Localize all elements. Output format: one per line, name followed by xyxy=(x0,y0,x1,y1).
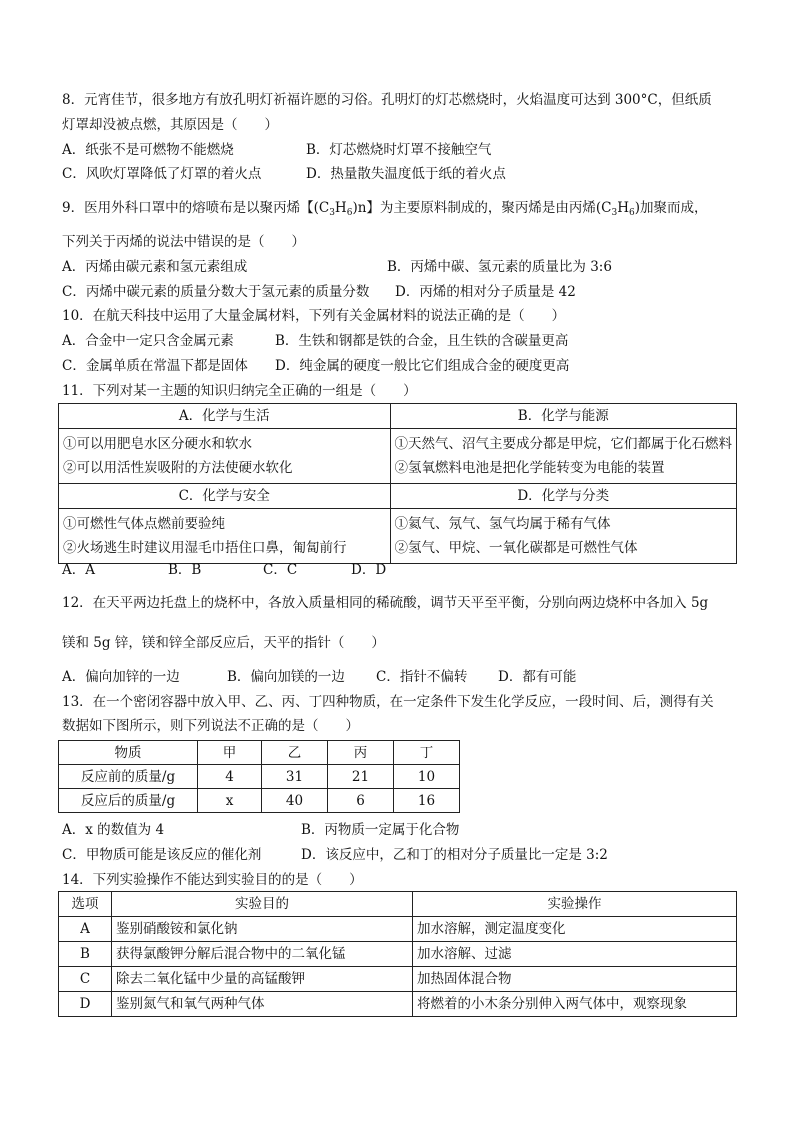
q11-table-b1: ①天然气、沼气主要成分都是甲烷，它们都属于化石燃料 xyxy=(394,436,732,452)
q9-stem-part: )加聚而成， xyxy=(634,200,708,216)
q12-option-c: C．指针不偏转 xyxy=(376,669,468,685)
q12-option-b: B．偏向加镁的一边 xyxy=(227,669,345,685)
q9-option-c: C．丙烯中碳元素的质量分数大于氢元素的质量分数 xyxy=(62,284,370,300)
q10-option-c: C．金属单质在常温下都是固体 xyxy=(62,358,248,374)
q8-stem-line1: 8．元宵佳节，很多地方有放孔明灯祈福许愿的习俗。孔明灯的灯芯燃烧时，火焰温度可达到 300°C，但纸质 xyxy=(62,92,712,108)
q12-stem-line1: 12．在天平两边托盘上的烧杯中，各放入质量相同的稀硫酸，调节天平至平衡，分别向两边烧杯中各加入 5g xyxy=(62,595,709,611)
q9-option-b: B．丙烯中碳、氢元素的质量比为 3:6 xyxy=(387,259,612,275)
table-header-cell: 乙 xyxy=(262,741,328,765)
q11-table-a-head: A．化学与生活 xyxy=(59,404,391,429)
table-cell: 鉴别硝酸铵和氯化钠 xyxy=(112,917,413,942)
table-cell: A xyxy=(59,917,112,942)
q11-option-a: A．A xyxy=(62,562,95,578)
q13-option-a: A．x 的数值为 4 xyxy=(62,822,165,838)
q8-option-b: B．灯芯燃烧时灯罩不接触空气 xyxy=(306,142,492,158)
q13-stem-line1: 13．在一个密闭容器中放入甲、乙、丙、丁四种物质，在一定条件下发生化学反应，一段时间、后，测得有关 xyxy=(62,694,714,710)
table-cell: 加水溶解，测定温度变化 xyxy=(413,917,737,942)
table-cell: 16 xyxy=(394,789,460,813)
q11-table-c1: ①可燃性气体点燃前要验纯 xyxy=(63,516,225,532)
q10-option-d: D．纯金属的硬度一般比它们组成合金的硬度更高 xyxy=(275,358,570,374)
table-cell: 6 xyxy=(328,789,394,813)
q8-option-d: D．热量散失温度低于纸的着火点 xyxy=(306,166,506,182)
table-row xyxy=(59,942,737,967)
table-header-row xyxy=(59,892,737,917)
q13-option-d: D．该反应中，乙和丁的相对分子质量比一定是 3:2 xyxy=(301,847,608,863)
table-header-cell: 选项 xyxy=(59,892,112,917)
q13-table xyxy=(58,740,460,813)
q9-option-d: D．丙烯的相对分子质量是 42 xyxy=(395,284,576,300)
table-cell: x xyxy=(198,789,262,813)
q12-option-a: A．偏向加锌的一边 xyxy=(62,669,180,685)
q11-option-b: B．B xyxy=(168,562,202,578)
q11-table-c2: ②火场逃生时建议用湿毛巾捂住口鼻，匍匐前行 xyxy=(63,540,347,556)
q11-table-a1: ①可以用肥皂水区分硬水和软水 xyxy=(63,436,252,452)
q9-stem-part: H xyxy=(617,200,630,216)
q12-stem-line2: 镁和 5g 锌，镁和锌全部反应后，天平的指针（ ） xyxy=(62,635,385,651)
q9-subscript: 3 xyxy=(329,208,335,218)
q8-option-a: A．纸张不是可燃物不能燃烧 xyxy=(62,142,234,158)
table-header-cell: 物质 xyxy=(59,741,198,765)
q11-table-c-head: C．化学与安全 xyxy=(59,484,391,509)
q13-option-c: C．甲物质可能是该反应的催化剂 xyxy=(62,847,262,863)
table-header-cell: 实验目的 xyxy=(112,892,413,917)
table-cell: 获得氯酸钾分解后混合物中的二氧化锰 xyxy=(112,942,413,967)
table-cell: 除去二氧化锰中少量的高锰酸钾 xyxy=(112,967,413,992)
q9-option-a: A．丙烯由碳元素和氢元素组成 xyxy=(62,259,248,275)
table-cell: D xyxy=(59,992,112,1017)
table-cell: 31 xyxy=(262,765,328,789)
table-header-cell: 丙 xyxy=(328,741,394,765)
q11-table-d2: ②氢气、甲烷、一氧化碳都是可燃性气体 xyxy=(394,540,638,556)
q11-table-b-body xyxy=(390,429,737,484)
table-cell: 反应前的质量/g xyxy=(59,765,198,789)
table-row xyxy=(59,917,737,942)
q9-subscript: 6 xyxy=(629,208,635,218)
q11-option-c: C．C xyxy=(263,562,298,578)
table-cell: 加热固体混合物 xyxy=(413,967,737,992)
q11-option-d: D．D xyxy=(351,562,387,578)
q10-option-b: B．生铁和钢都是铁的合金，且生铁的含碳量更高 xyxy=(275,333,569,349)
q9-stem-line2: 下列关于丙烯的说法中错误的是（ ） xyxy=(62,234,305,250)
q9-subscript: 3 xyxy=(611,208,618,218)
q11-table-b2: ②氢氧燃料电池是把化学能转变为电能的装置 xyxy=(394,460,665,476)
table-cell: 反应后的质量/g xyxy=(59,789,198,813)
q11-table-a-body xyxy=(59,429,391,484)
table-row xyxy=(59,992,737,1017)
table-row xyxy=(59,967,737,992)
q9-stem-part: H xyxy=(334,200,347,216)
q13-option-b: B．丙物质一定属于化合物 xyxy=(301,822,460,838)
table-row xyxy=(59,765,460,789)
q11-table-d1: ①氦气、氖气、氢气均属于稀有气体 xyxy=(394,516,611,532)
table-cell: 21 xyxy=(328,765,394,789)
table-cell: 鉴别氮气和氧气两种气体 xyxy=(112,992,413,1017)
q11-table xyxy=(58,403,737,564)
table-cell: C xyxy=(59,967,112,992)
q9-stem-line1 xyxy=(62,199,708,217)
q9-subscript: 6 xyxy=(346,208,353,218)
table-cell: 将燃着的小木条分别伸入两气体中，观察现象 xyxy=(413,992,737,1017)
table-header-cell: 丁 xyxy=(394,741,460,765)
q11-table-d-head: D．化学与分类 xyxy=(390,484,737,509)
q10-option-a: A．合金中一定只含金属元素 xyxy=(62,333,234,349)
table-cell: 10 xyxy=(394,765,460,789)
q11-table-b-head: B．化学与能源 xyxy=(390,404,737,429)
table-cell: 4 xyxy=(198,765,262,789)
q8-option-c: C．风吹灯罩降低了灯罩的着火点 xyxy=(62,166,262,182)
q11-table-d-body xyxy=(390,509,737,564)
q8-stem-line2: 灯罩却没被点燃，其原因是（ ） xyxy=(62,117,278,133)
table-header-cell: 甲 xyxy=(198,741,262,765)
q11-table-a2: ②可以用活性炭吸附的方法使硬水软化 xyxy=(63,460,293,476)
q11-table-c-body xyxy=(59,509,391,564)
q10-stem: 10．在航天科技中运用了大量金属材料，下列有关金属材料的说法正确的是（ ） xyxy=(62,308,566,324)
table-cell: 加水溶解、过滤 xyxy=(413,942,737,967)
q14-stem: 14．下列实验操作不能达到实验目的的是（ ） xyxy=(62,872,363,888)
table-header-row xyxy=(59,741,460,765)
q13-stem-line2: 数据如下图所示，则下列说法不正确的是（ ） xyxy=(62,718,359,734)
table-cell: B xyxy=(59,942,112,967)
q11-stem: 11．下列对某一主题的知识归纳完全正确的一组是（ ） xyxy=(62,383,417,399)
table-header-cell: 实验操作 xyxy=(413,892,737,917)
q9-stem-part: )n】为主要原料制成的，聚丙烯是由丙烯(C xyxy=(352,200,612,216)
q9-stem-part: 9．医用外科口罩中的熔喷布是以聚丙烯【(C xyxy=(62,200,330,216)
table-row xyxy=(59,789,460,813)
q14-table xyxy=(58,891,737,1017)
table-cell: 40 xyxy=(262,789,328,813)
q12-option-d: D．都有可能 xyxy=(498,669,577,685)
